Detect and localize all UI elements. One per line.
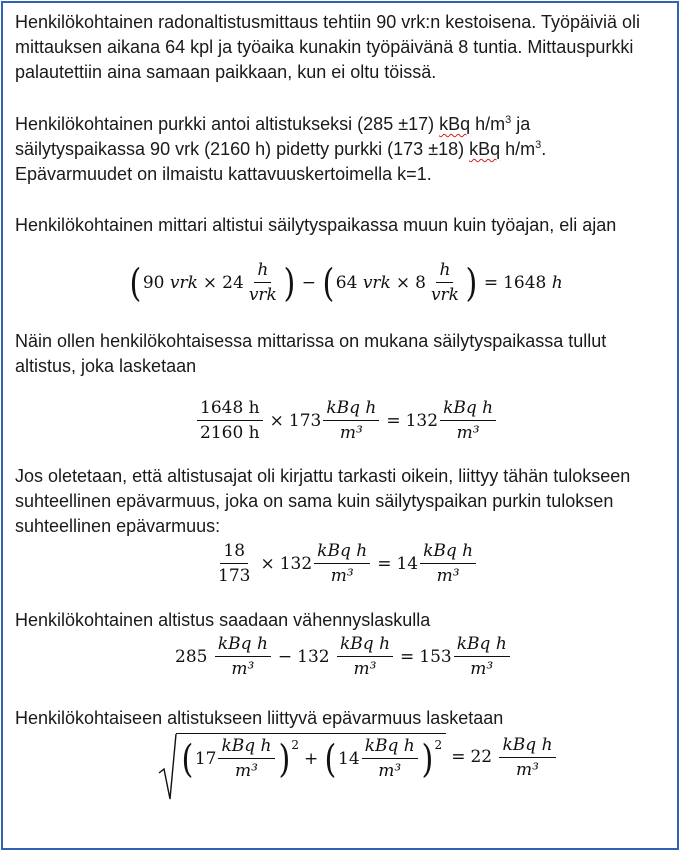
radicand: ( 17 $\frac{\text{kBq h}}{\text{m³}}$ ) 2 + ( 14 $\frac{\text{kBq h}}{\text{m³}}$ ) 2 — [176, 733, 446, 781]
paragraph-subtraction: Henkilökohtainen altistus saadaan vähennyslaskulla — [15, 610, 431, 630]
equation-storage-exposure: $\frac{1648 h}{2160 h}$ × 173 $\frac{\text{kBq h}}{\text{m³}}$ = 132 $\frac{\text{kBq h}}{\text{m³}}$ — [195, 398, 498, 443]
equation-relative-uncertainty: $\frac{18}{173}$ × 132 $\frac{\text{kBq h}}{\text{m³}}$ = 14 $\frac{\text{kBq h}}{\text{m³}}$ — [213, 541, 478, 586]
equation-subtraction: 285 $\frac{\text{kBq h}}{\text{m³}}$ − 132 $\frac{\text{kBq h}}{\text{m³}}$ = 153 $\frac{\text{kBq h}}{\text{m³}}$ — [175, 634, 512, 679]
paragraph-intro: Henkilökohtainen radonaltistusmittaus tehtiin 90 vrk:n kestoisena. Työpäiviä oli mittauksen aikana 64 kpl ja työaika kunakin työpäivänä 8 tuntia. Mittauspurkki palautettiin aina samaan paikkaan, kun ei oltu töissä. — [15, 12, 641, 82]
paragraph-storage-exposure: Näin ollen henkilökohtaisessa mittarissa on mukana säilytyspaikassa tullut altistus, joka lasketaan — [15, 331, 607, 376]
fraction: $\frac{\text{kBq h}}{\text{m³}}$ — [499, 735, 555, 780]
fraction: $\frac{\text{kBq h}}{\text{m³}}$ — [215, 634, 271, 679]
fraction: $\frac{\text{kBq h}}{\text{m³}}$ — [440, 398, 496, 443]
paragraph-total-uncertainty: Henkilökohtaiseen altistukseen liittyvä epävarmuus lasketaan — [15, 708, 504, 728]
paragraph-uncertainty: Jos oletetaan, että altistusajat oli kirjattu tarkasti oikein, liittyy tähän tulokseen suhteellinen epävarmuus, joka on sama kuin säilytyspaikan purkin tuloksen suhteellinen epävarmuus: — [15, 466, 631, 536]
equation-total-uncertainty: ( 17 $\frac{\text{kBq h}}{\text{m³}}$ ) 2 + ( 14 $\frac{\text{kBq h}}{\text{m³}}$ ) 2 = 22 $\frac{\text{kBq h}}{\text{m³}}$ — [176, 733, 558, 781]
fraction: $\frac{h}{\text{vrk}}$ — [248, 260, 277, 305]
fraction: $\frac{\text{kBq h}}{\text{m³}}$ — [420, 541, 476, 586]
fraction: $\frac{18}{173}$ — [218, 541, 251, 586]
fraction: $\frac{\text{kBq h}}{\text{m³}}$ — [337, 634, 393, 679]
fraction: $\frac{\text{kBq h}}{\text{m³}}$ — [323, 398, 379, 443]
fraction: $\frac{1648 h}{2160 h}$ — [197, 398, 263, 443]
fraction: $\frac{\text{kBq h}}{\text{m³}}$ — [314, 541, 370, 586]
square-root-sign — [158, 733, 178, 801]
fraction: $\frac{h}{\text{vrk}}$ — [430, 260, 459, 305]
paragraph-results: Henkilökohtainen purkki antoi altistukseksi (285 ±17) kBq $h/m^3$ ja säilytyspaikassa 90 vrk (2160 h) pidetty purkki (173 ±18) kBq $h/m^3$. Epävarmuudet on ilmaistu kattavuuskertoimella k=1. — [15, 114, 547, 184]
fraction: $\frac{\text{kBq h}}{\text{m³}}$ — [454, 634, 510, 679]
equation-time: ( 90 vrk × 24 $\frac{h}{\text{vrk}}$ ) − ( 64 vrk × 8 $\frac{h}{\text{vrk}}$ ) = 1648 h — [129, 260, 563, 305]
paragraph-time: Henkilökohtainen mittari altistui säilytyspaikassa muun kuin työajan, eli ajan — [15, 215, 617, 235]
fraction: $\frac{\text{kBq h}}{\text{m³}}$ — [362, 736, 418, 781]
fraction: $\frac{\text{kBq h}}{\text{m³}}$ — [218, 736, 274, 781]
